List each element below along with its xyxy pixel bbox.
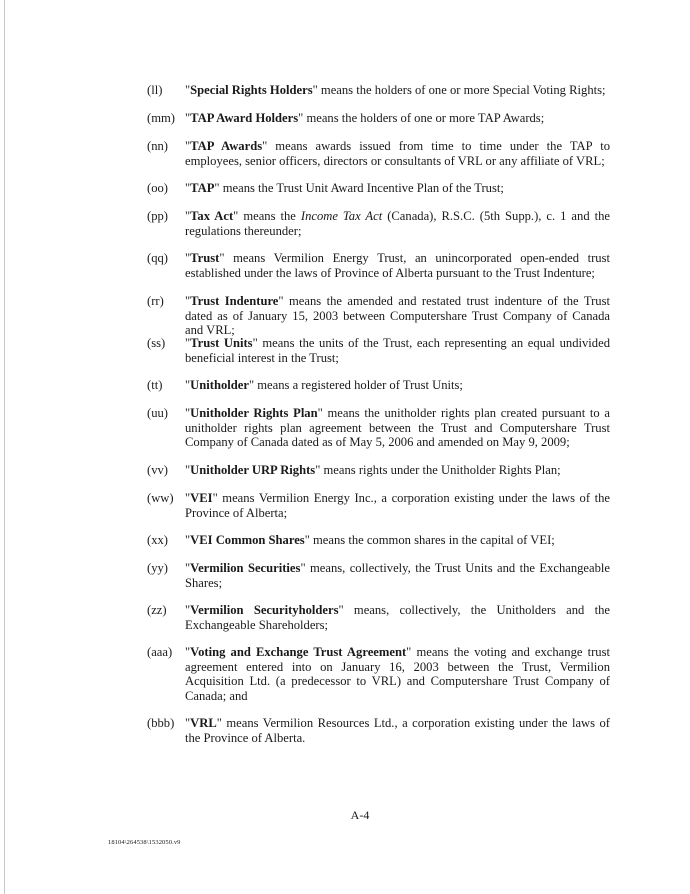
- definition-label: (zz): [147, 603, 167, 617]
- definition-label: (uu): [147, 406, 168, 420]
- definition-body: means the holders of one or more Special Voting Rights;: [317, 83, 606, 97]
- definition-term: Vermilion Securities: [190, 561, 301, 575]
- definition-label: (ll): [147, 83, 163, 97]
- definition-term: TAP Awards: [190, 139, 263, 153]
- definition-text: "VRL" means Vermilion Resources Ltd., a corporation existing under the laws of the Province of Alberta.: [185, 716, 610, 745]
- definition-term: Unitholder URP Rights: [190, 463, 316, 477]
- document-id: 18104\264538\1532050.v9: [108, 839, 181, 846]
- definition-label: (aaa): [147, 645, 173, 659]
- definition-text: "Special Rights Holders" means the holders of one or more Special Voting Rights;: [185, 83, 606, 97]
- definition-body: means the units of the Trust, each representing an equal undivided beneficial interest in the Trust;: [185, 336, 610, 365]
- definition-body: means, collectively, the Unitholders and the Exchangeable Shareholders;: [185, 603, 610, 632]
- definition-text: "Trust" means Vermilion Energy Trust, an unincorporated open-ended trust established under the laws of Province of Alberta pursuant to the Trust Indenture;: [185, 251, 610, 280]
- definition-term: Special Rights Holders: [190, 83, 313, 97]
- definition-term: TAP Award Holders: [190, 111, 299, 125]
- definition-body: means Vermilion Energy Inc., a corporation existing under the laws of the Province of Alberta;: [185, 491, 610, 520]
- definition-term: Unitholder Rights Plan: [190, 406, 318, 420]
- definition-term: Trust: [190, 251, 220, 265]
- definition-label: (mm): [147, 111, 175, 125]
- definition-term: TAP: [190, 181, 215, 195]
- definition-label: (yy): [147, 561, 168, 575]
- definition-label: (qq): [147, 251, 168, 265]
- definition-body-lead: means the: [238, 209, 301, 223]
- definition-text: "TAP" means the Trust Unit Award Incentive Plan of the Trust;: [185, 181, 504, 195]
- definition-label: (bbb): [147, 716, 175, 730]
- definition-term: Tax Act: [190, 209, 234, 223]
- definition-term: VEI Common Shares: [190, 533, 305, 547]
- definition-label: (xx): [147, 533, 168, 547]
- definition-label: (vv): [147, 463, 168, 477]
- definition-text: "VEI Common Shares" means the common shares in the capital of VEI;: [185, 533, 555, 547]
- definition-term: Unitholder: [190, 378, 249, 392]
- definition-body: means the common shares in the capital of VEI;: [309, 533, 555, 547]
- definition-label: (tt): [147, 378, 163, 392]
- definition-text: "Trust Indenture" means the amended and restated trust indenture of the Trust dated as of January 15, 2003 between Computershare Trust Company of Canada and VRL;: [185, 294, 610, 338]
- definition-term: Vermilion Securityholders: [190, 603, 339, 617]
- definition-text: "Vermilion Securities" means, collectively, the Trust Units and the Exchangeable Shares;: [185, 561, 611, 590]
- definition-text: "Unitholder Rights Plan" means the unitholder rights plan created pursuant to a unitholder rights plan agreement between the Trust and Computershare Trust Company of Canada dated as of May 5, 2006 and amended on May 9, 2009;: [185, 406, 611, 450]
- definition-text: "Tax Act" means the Income Tax Act (Canada), R.S.C. (5th Supp.), c. 1 and the regulations thereunder;: [185, 209, 610, 238]
- definition-term: Voting and Exchange Trust Agreement: [190, 645, 407, 659]
- definition-body: means awards issued from time to time under the TAP to employees, senior officers, directors or consultants of VRL or any affiliate of VRL;: [185, 139, 610, 168]
- definition-term: Trust Indenture: [190, 294, 279, 308]
- definition-text: "Vermilion Securityholders" means, collectively, the Unitholders and the Exchangeable Shareholders;: [185, 603, 610, 632]
- definition-body: means rights under the Unitholder Rights Plan;: [320, 463, 561, 477]
- definition-label: (ss): [147, 336, 166, 350]
- definition-body: means the Trust Unit Award Incentive Plan of the Trust;: [219, 181, 504, 195]
- definition-term: Trust Units: [190, 336, 253, 350]
- definition-body: means Vermilion Energy Trust, an unincorporated open-ended trust established under the laws of Province of Alberta pursuant to the Trust Indenture;: [185, 251, 610, 280]
- definition-body: means the voting and exchange trust agreement entered into on January 16, 2003 between the Trust, Vermilion Acquisition Ltd. (a predecessor to VRL) and Computershare Trust Company of Canada; and: [185, 645, 610, 703]
- definition-term: VRL: [190, 716, 217, 730]
- definition-label: (nn): [147, 139, 168, 153]
- definition-text: "Unitholder" means a registered holder of Trust Units;: [185, 378, 463, 392]
- definition-body: means the unitholder rights plan created pursuant to a unitholder rights plan agreement between the Trust and Computershare Trust Company of Canada dated as of May 5, 2006 and amended on May 9, 2009;: [185, 406, 611, 450]
- definition-body: (Canada), R.S.C. (5th Supp.), c. 1 and the regulations thereunder;: [185, 209, 610, 238]
- definition-label: (pp): [147, 209, 168, 223]
- page-edge-line: [4, 0, 5, 894]
- definition-text: "VEI" means Vermilion Energy Inc., a corporation existing under the laws of the Province of Alberta;: [185, 491, 610, 520]
- definition-text: "TAP Awards" means awards issued from time to time under the TAP to employees, senior officers, directors or consultants of VRL or any affiliate of VRL;: [185, 139, 610, 168]
- definition-label: (oo): [147, 181, 168, 195]
- definition-text: "Unitholder URP Rights" means rights under the Unitholder Rights Plan;: [185, 463, 561, 477]
- definition-term: VEI: [190, 491, 213, 505]
- definition-text: "Trust Units" means the units of the Trust, each representing an equal undivided beneficial interest in the Trust;: [185, 336, 610, 365]
- definition-body: means, collectively, the Trust Units and the Exchangeable Shares;: [185, 561, 611, 590]
- definition-body: means a registered holder of Trust Units;: [254, 378, 463, 392]
- definition-body: means the holders of one or more TAP Awards;: [303, 111, 545, 125]
- definition-label: (ww): [147, 491, 174, 505]
- definition-label: (rr): [147, 294, 164, 308]
- definition-body: means the amended and restated trust indenture of the Trust dated as of January 15, 2003 between Computershare Trust Company of Canada and VRL;: [185, 294, 610, 338]
- definition-body: means Vermilion Resources Ltd., a corporation existing under the laws of the Province of Alberta.: [185, 716, 610, 745]
- definition-text: "TAP Award Holders" means the holders of one or more TAP Awards;: [185, 111, 545, 125]
- statute-title: Income Tax Act: [300, 209, 383, 223]
- definition-text: "Voting and Exchange Trust Agreement" means the voting and exchange trust agreement entered into on January 16, 2003 between the Trust, Vermilion Acquisition Ltd. (a predecessor to VRL) and Computershare Trust Company of Canada; and: [185, 645, 610, 703]
- page-number: A-4: [350, 808, 370, 822]
